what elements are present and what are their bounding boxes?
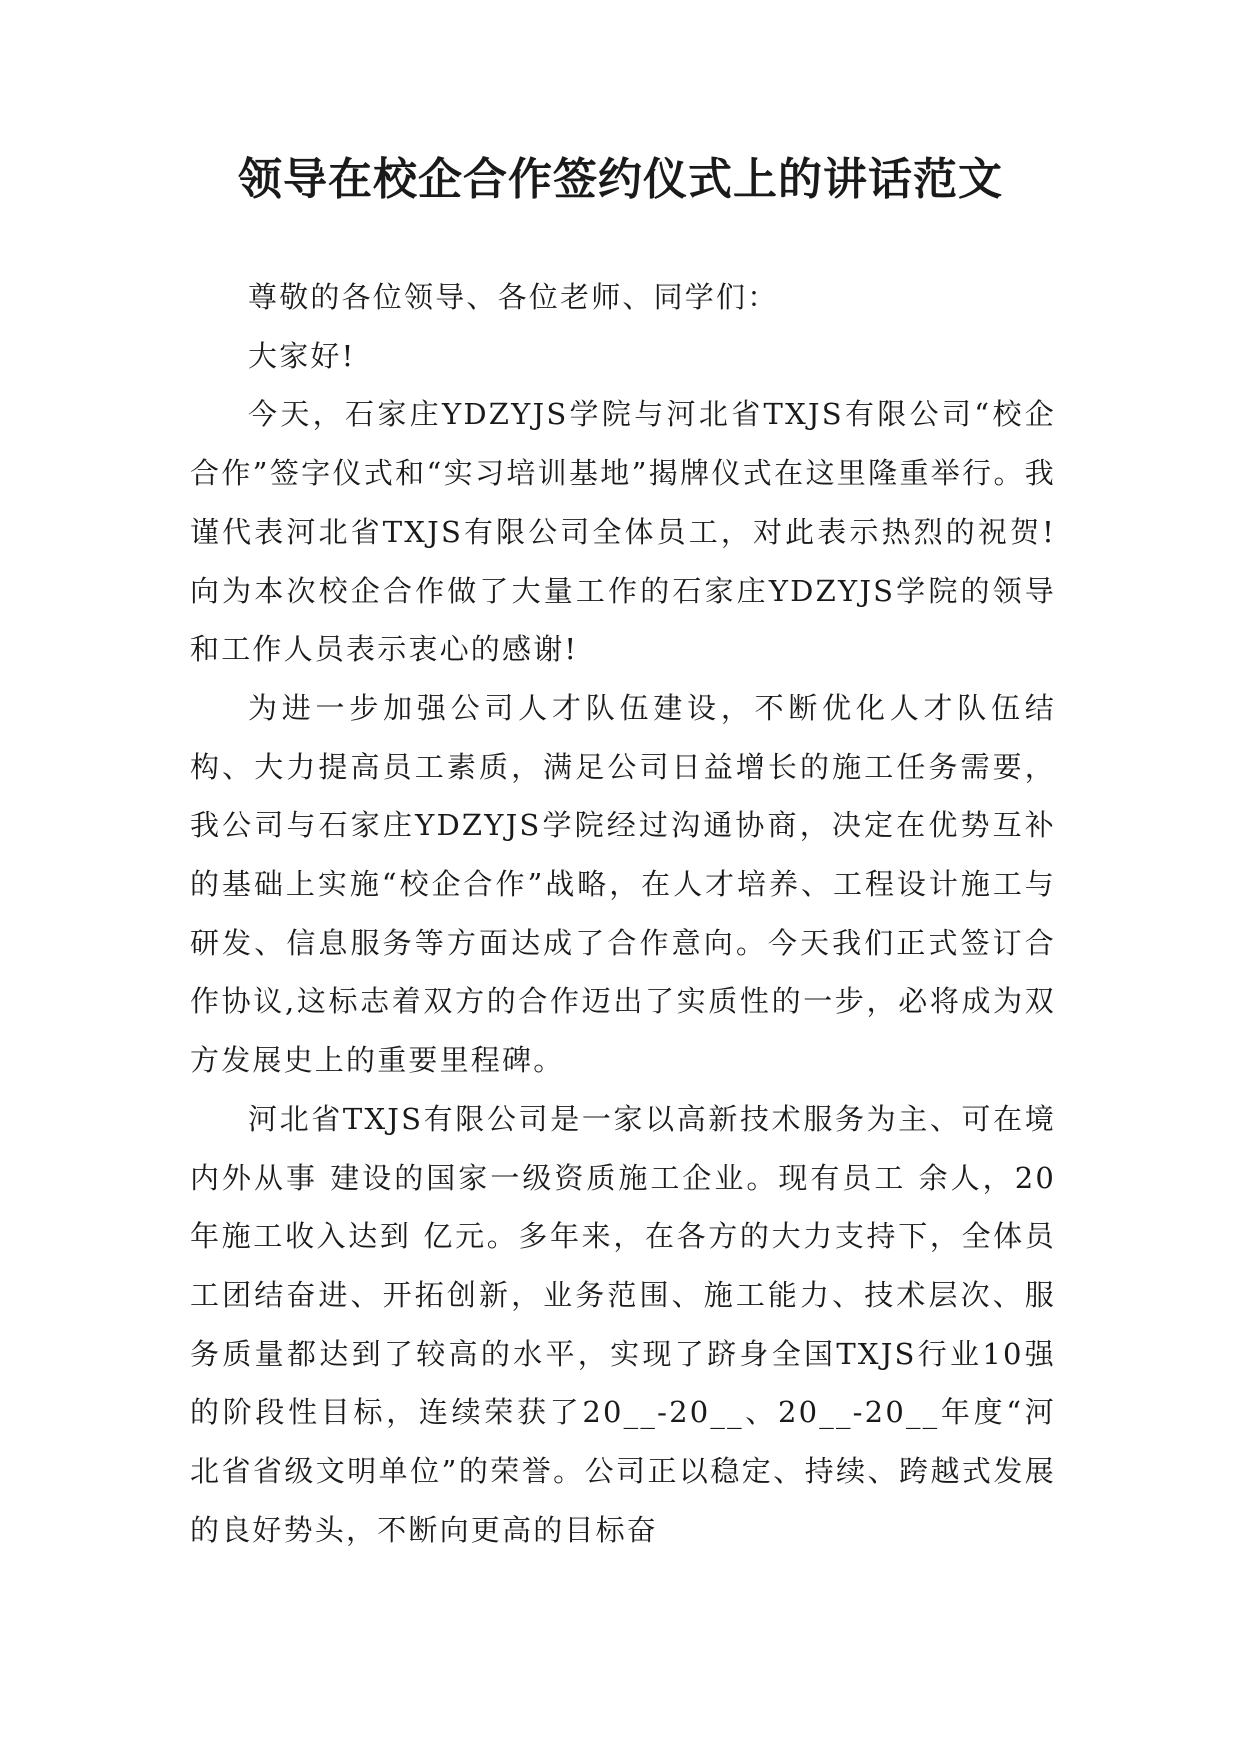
salutation-paragraph: 尊敬的各位领导、各位老师、同学们： (248, 280, 779, 314)
body-paragraph: 为进一步加强公司人才队伍建设，不断优化人才队伍结构、大力提高员工素质，满足公司日益增长的施工任务需要，我公司与石家庄YDZYJS学院经过沟通协商，决定在优势互补的基础上实施“校企合作”战略，在人才培养、工程设计施工与研发、信息服务等方面达成了合作意向。今天我们正式签订合作协议,这标志着双方的合作迈出了实质性的一步，必将成为双方发展史上的重要里程碑。 (190, 690, 1056, 1078)
document-body (190, 268, 1056, 1559)
page-title: 领导在校企合作签约仪式上的讲话范文 (238, 154, 1003, 205)
body-paragraph: 河北省TXJS有限公司是一家以高新技术服务为主、可在境内外从事 建设的国家一级资质施工企业。现有员工 余人，20 年施工收入达到 亿元。多年来，在各方的大力支持下，全体员工团结奋进、开拓创新，业务范围、施工能力、技术层次、服务质量都达到了较高的水平，实现了跻身全国TXJS行业10强的阶段性目标，连续荣获了20__-20__、20__-20__年度“河北省省级文明单位”的荣誉。公司正以稳定、持续、跨越式发展的良好势头，不断向更高的目标奋 (190, 1101, 1056, 1547)
body-paragraph: 今天，石家庄YDZYJS学院与河北省TXJS有限公司“校企合作”签字仪式和“实习培训基地”揭牌仪式在这里隆重举行。我谨代表河北省TXJS有限公司全体员工，对此表示热烈的祝贺!向为本次校企合作做了大量工作的石家庄YDZYJS学院的领导和工作人员表示衷心的感谢! (190, 397, 1056, 667)
greeting-paragraph: 大家好! (248, 338, 356, 373)
